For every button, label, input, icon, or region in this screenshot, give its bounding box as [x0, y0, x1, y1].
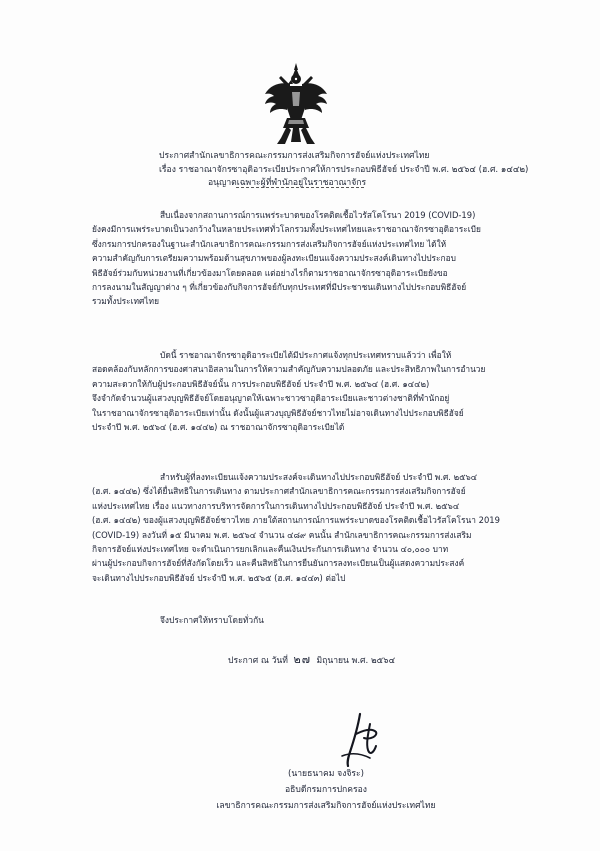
text-line: จึงประกาศให้ทราบโดยทั่วกัน — [160, 615, 264, 625]
signatory-position: อธิบดีกรมการปกครอง — [285, 785, 367, 795]
announcement-subject-cont: อนุญาตเฉพาะผู้ที่พำนักอยู่ในราชอาณาจักร — [208, 178, 367, 188]
date-day: ๒๗ — [293, 653, 311, 666]
signatory-name: (นายธนาคม จงจิระ) — [287, 769, 365, 779]
signatory-organization: เลขาธิการคณะกรรมการส่งเสริมกิจการฮัจย์แห่งประเทศไทย — [216, 801, 436, 811]
text-line: (COVID-19) ลงวันที่ ๑๕ มีนาคม พ.ศ. ๒๕๖๔ จำนวน ๔๘๙ คนนั้น สำนักเลขาธิการคณะกรรมการส่งเสริม — [92, 529, 472, 540]
text-line: สำหรับผู้ที่ลงทะเบียนแจ้งความประสงค์จะเดินทางไปประกอบพิธีฮัจย์ ประจำปี พ.ศ. ๒๕๖๔ — [160, 472, 478, 482]
paragraph-refund-notice — [92, 470, 542, 585]
text-line: ซึ่งกรมการปกครองในฐานะสำนักเลขาธิการคณะกรรมการส่งเสริมกิจการฮัจย์แห่งประเทศไทย ได้ให้ — [92, 238, 447, 249]
text-line: ในราชอาณาจักรซาอุดิอาระเบียเท่านั้น ดังนั้นผู้แสวงบุญพิธีฮัจย์ชาวไทยไม่อาจเดินทางไปประกอบพิธีฮัจย์ — [92, 407, 464, 418]
text-line: ความสะดวกให้กับผู้ประกอบพิธีฮัจย์นั้น การประกอบพิธีฮัจย์ ประจำปี พ.ศ. ๒๕๖๔ (ฮ.ศ. ๑๔๔๒) — [92, 378, 430, 389]
text-line: ยังคงมีการแพร่ระบาดเป็นวงกว้างในหลายประเทศทั่วโลกรวมทั้งประเทศไทยและราชอาณาจักรซาอุดิอาระเบีย — [92, 224, 481, 235]
announcement-date — [228, 650, 395, 668]
text-line: บัดนี้ ราชอาณาจักรซาอุดิอาระเบียได้มีประกาศแจ้งทุกประเทศทราบแล้วว่า เพื่อให้ — [160, 350, 452, 360]
text-line: กิจการฮัจย์แห่งประเทศไทย จะดำเนินการยกเลิกและคืนเงินประกันการเดินทาง จำนวน ๔๐,๐๐๐ บาท — [92, 544, 449, 555]
text-line: พิธีฮัจย์ร่วมกับหน่วยงานที่เกี่ยวข้องมาโดยตลอด แต่อย่างไรก็ตามราชอาณาจักรซาอุดิอาระเบียยังขอ — [92, 267, 448, 278]
date-prefix: ประกาศ ณ วันที่ — [228, 656, 288, 666]
announcement-subject: เรื่อง ราชอาณาจักรซาอุดิอาระเบียประกาศให้การประกอบพิธีฮัจย์ ประจำปี พ.ศ. ๒๕๖๔ (ฮ.ศ. ๑๔๔๒) — [159, 165, 529, 175]
text-line: จะเดินทางไปประกอบพิธีฮัจย์ ประจำปี พ.ศ. ๒๕๖๕ (ฮ.ศ. ๑๔๔๓) ต่อไป — [92, 572, 346, 583]
text-line: จึงจำกัดจำนวนผู้แสวงบุญพิธีฮัจย์โดยอนุญาตให้เฉพาะชาวซาอุดิอาระเบียและชาวต่างชาติที่พำนักอยู่ — [92, 393, 450, 404]
paragraph-closing — [92, 613, 542, 627]
text-line: (ฮ.ศ. ๑๔๔๒) ซึ่งได้ยื่นสิทธิในการเดินทาง ตามประกาศสำนักเลขาธิการคณะกรรมการส่งเสริมกิจการฮัจย์ — [92, 486, 466, 497]
text-line: ผ่านผู้ประกอบกิจการฮัจย์ที่สังกัดโดยเร็ว และคืนสิทธิในการยืนยันการลงทะเบียนเป็นผู้แสดงความประสงค์ — [92, 558, 465, 569]
date-month-year: มิถุนายน พ.ศ. ๒๕๖๔ — [316, 656, 396, 666]
paragraph-saudi-announcement — [92, 348, 542, 434]
text-line: ความสำคัญกับการเตรียมความพร้อมด้านสุขภาพของผู้ลงทะเบียนแจ้งความประสงค์เดินทางไปประกอบ — [92, 253, 456, 264]
text-line: ประจำปี พ.ศ. ๒๕๖๔ (ฮ.ศ. ๑๔๔๒) ณ ราชอาณาจักรซาอุดิอาระเบียได้ — [92, 422, 345, 433]
handwritten-signature — [330, 712, 400, 767]
text-line: แห่งประเทศไทย เรื่อง แนวทางการบริหารจัดการในการเดินทางไปประกอบพิธีฮัจย์ ประจำปี พ.ศ. ๒๕๖๔ — [92, 500, 460, 511]
garuda-emblem-icon — [263, 62, 329, 146]
header-divider — [236, 187, 364, 188]
text-line: สอดคล้องกับหลักการของศาสนาอิสลามในการให้ความสำคัญกับความปลอดภัย และประสิทธิภาพในการอำนวย — [92, 364, 486, 375]
announcement-issuer: ประกาศสำนักเลขาธิการคณะกรรมการส่งเสริมกิจการฮัจย์แห่งประเทศไทย — [159, 151, 430, 161]
text-line: สืบเนื่องจากสถานการณ์การแพร่ระบาดของโรคติดเชื้อไวรัสโคโรนา 2019 (COVID-19) — [160, 210, 476, 220]
text-line: รวมทั้งประเทศไทย — [92, 296, 159, 307]
text-line: (ฮ.ศ. ๑๔๔๒) ของผู้แสวงบุญพิธีฮัจย์ชาวไทย ภายใต้สถานการณ์การแพร่ระบาดของโรคติดเชื้อไวรัสโคโรนา 2019 — [92, 515, 500, 526]
paragraph-background — [92, 208, 542, 309]
text-line: การลงนามในสัญญาต่าง ๆ ที่เกี่ยวข้องกับกิจการฮัจย์กับทุกประเทศที่มีประชาชนเดินทางไปประกอบพิธีฮัจย์ — [92, 282, 467, 293]
